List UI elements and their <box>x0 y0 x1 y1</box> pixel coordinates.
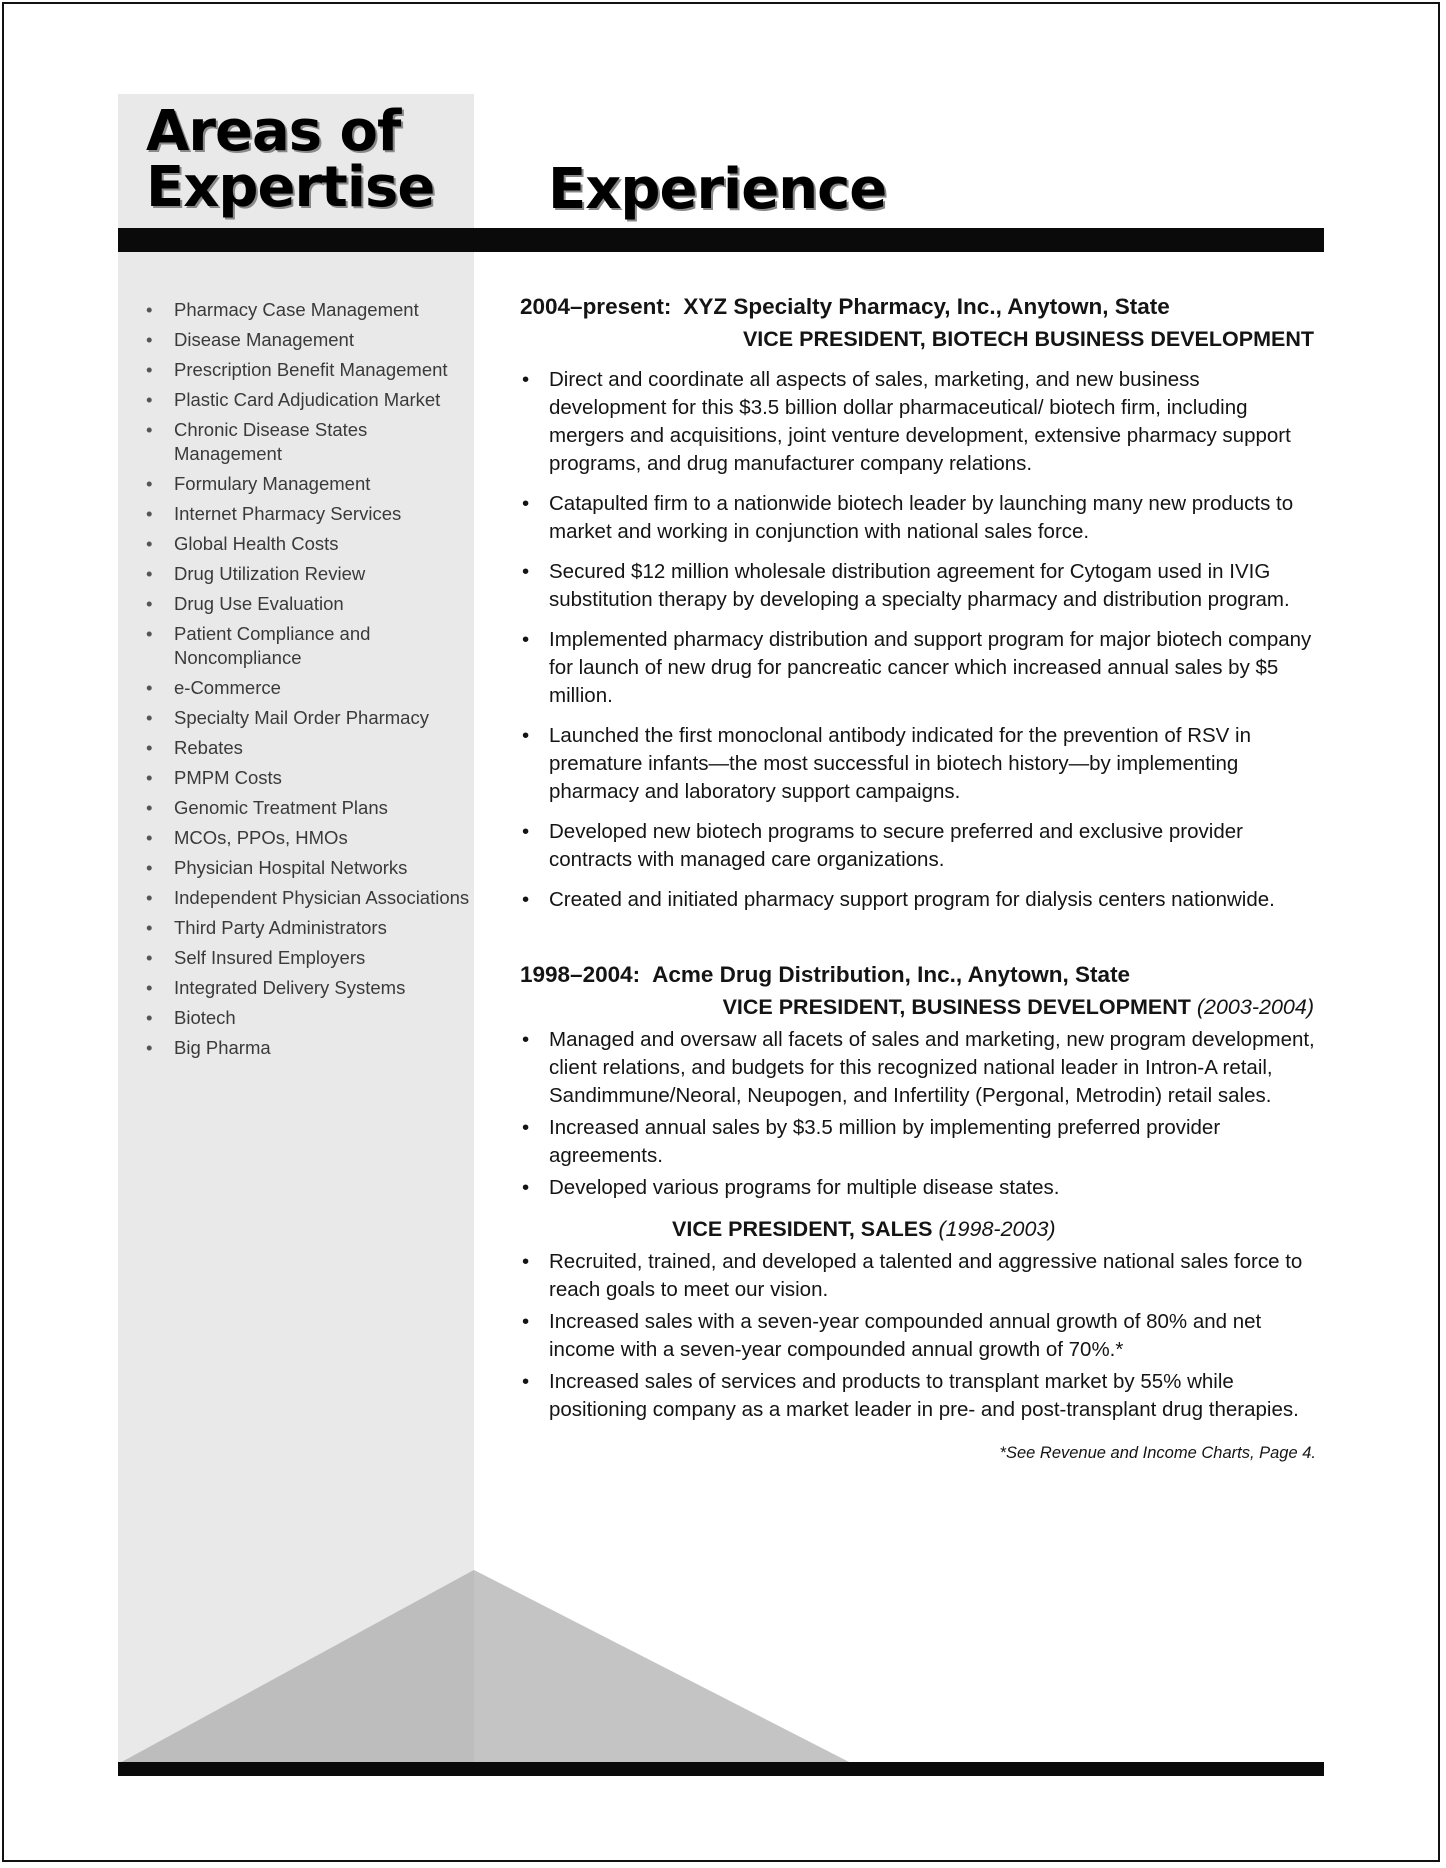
achievement-item: • Managed and oversaw all facets of sales and marketing, new program development, client relations, and budgets for this recognized national leader in Intron-A retail, Sandimmune/Neoral, Neupogen, and Infertility (Pergonal, Metrodin) retail sales. <box>520 1026 1322 1110</box>
expertise-item: • Formulary Management <box>142 472 472 496</box>
expertise-item: • Specialty Mail Order Pharmacy <box>142 706 472 730</box>
expertise-item: • Plastic Card Adjudication Market <box>142 388 472 412</box>
job-acme <box>520 960 1322 1424</box>
role-title: VICE PRESIDENT, BUSINESS DEVELOPMENT <box>722 995 1191 1019</box>
role-period: (2003-2004) <box>1196 995 1314 1019</box>
expertise-item: • Integrated Delivery Systems <box>142 976 472 1000</box>
expertise-item: • Biotech <box>142 1006 472 1030</box>
expertise-item: • MCOs, PPOs, HMOs <box>142 826 472 850</box>
expertise-item: • e-Commerce <box>142 676 472 700</box>
expertise-item: • Genomic Treatment Plans <box>142 796 472 820</box>
achievement-item: • Implemented pharmacy distribution and support program for major biotech company for launch of new drug for pancreatic cancer which increased annual sales by $5 million. <box>520 626 1322 710</box>
achievement-item: • Catapulted firm to a nationwide biotech leader by launching many new products to market and working in conjunction with national sales force. <box>520 490 1322 546</box>
expertise-item: • Prescription Benefit Management <box>142 358 472 382</box>
achievement-item: • Secured $12 million wholesale distribution agreement for Cytogam used in IVIG substitution therapy by developing a specialty pharmacy and distribution program. <box>520 558 1322 614</box>
achievement-item: • Increased sales of services and products to transplant market by 55% while positioning company as a market leader in pre- and post-transplant drug therapies. <box>520 1368 1322 1424</box>
experience-section <box>520 292 1322 1481</box>
expertise-list <box>142 298 472 1066</box>
expertise-item: • Patient Compliance and Noncompliance <box>142 622 472 670</box>
expertise-item: • PMPM Costs <box>142 766 472 790</box>
expertise-item: • Physician Hospital Networks <box>142 856 472 880</box>
job-bullets <box>520 1248 1322 1424</box>
achievement-item: • Developed new biotech programs to secure preferred and exclusive provider contracts with managed care organizations. <box>520 818 1322 874</box>
job-role <box>520 324 1322 354</box>
role-title: VICE PRESIDENT, BIOTECH BUSINESS DEVELOPMENT <box>742 327 1314 351</box>
achievement-item: • Increased annual sales by $3.5 million by implementing preferred provider agreements. <box>520 1114 1322 1170</box>
footnote: *See Revenue and Income Charts, Page 4. <box>999 1444 1316 1462</box>
expertise-item: • Disease Management <box>142 328 472 352</box>
achievement-item: • Launched the first monoclonal antibody indicated for the prevention of RSV in premature infants—the most successful in biotech history—by implementing pharmacy and laboratory support campaigns. <box>520 722 1322 806</box>
job-role <box>520 992 1322 1022</box>
job-company: Acme Drug Distribution, Inc., Anytown, State <box>652 962 1131 987</box>
expertise-item: • Pharmacy Case Management <box>142 298 472 322</box>
decorative-wedge <box>118 1570 853 1764</box>
achievement-item: • Increased sales with a seven-year compounded annual growth of 80% and net income with a seven-year compounded annual growth of 70%.* <box>520 1308 1322 1364</box>
job-company: XYZ Specialty Pharmacy, Inc., Anytown, State <box>683 294 1170 319</box>
expertise-item: • Drug Utilization Review <box>142 562 472 586</box>
role-title: VICE PRESIDENT, SALES <box>672 1217 933 1241</box>
main-title: Experience <box>548 157 887 222</box>
job-bullets <box>520 366 1322 914</box>
job-xyz <box>520 292 1322 914</box>
expertise-item: • Drug Use Evaluation <box>142 592 472 616</box>
job-bullets <box>520 1026 1322 1202</box>
job-heading <box>520 960 1322 990</box>
sidebar-title-line1: Areas of <box>146 99 401 164</box>
expertise-item: • Internet Pharmacy Services <box>142 502 472 526</box>
top-divider <box>118 228 1324 252</box>
job-heading <box>520 292 1322 322</box>
achievement-item: • Developed various programs for multiple disease states. <box>520 1174 1322 1202</box>
job-dates: 2004–present: <box>520 294 672 319</box>
achievement-item: • Created and initiated pharmacy support program for dialysis centers nationwide. <box>520 886 1322 914</box>
bottom-divider <box>118 1762 1324 1776</box>
achievement-item: • Direct and coordinate all aspects of sales, marketing, and new business development for this $3.5 billion dollar pharmaceutical/ biotech firm, including mergers and acquisitions, joint venture development, extensive pharmacy support programs, and drug manufacturer company relations. <box>520 366 1322 478</box>
expertise-item: • Chronic Disease States Management <box>142 418 472 466</box>
expertise-item: • Independent Physician Associations <box>142 886 472 910</box>
sidebar-title <box>146 99 435 220</box>
expertise-item: • Big Pharma <box>142 1036 472 1060</box>
expertise-item: • Third Party Administrators <box>142 916 472 940</box>
achievement-item: • Recruited, trained, and developed a talented and aggressive national sales force to reach goals to meet our vision. <box>520 1248 1322 1304</box>
expertise-item: • Self Insured Employers <box>142 946 472 970</box>
sidebar-title-line2: Expertise <box>146 155 435 220</box>
expertise-item: • Rebates <box>142 736 472 760</box>
job-role <box>520 1214 1322 1244</box>
expertise-item: • Global Health Costs <box>142 532 472 556</box>
role-period: (1998-2003) <box>938 1217 1056 1241</box>
job-dates: 1998–2004: <box>520 962 641 987</box>
